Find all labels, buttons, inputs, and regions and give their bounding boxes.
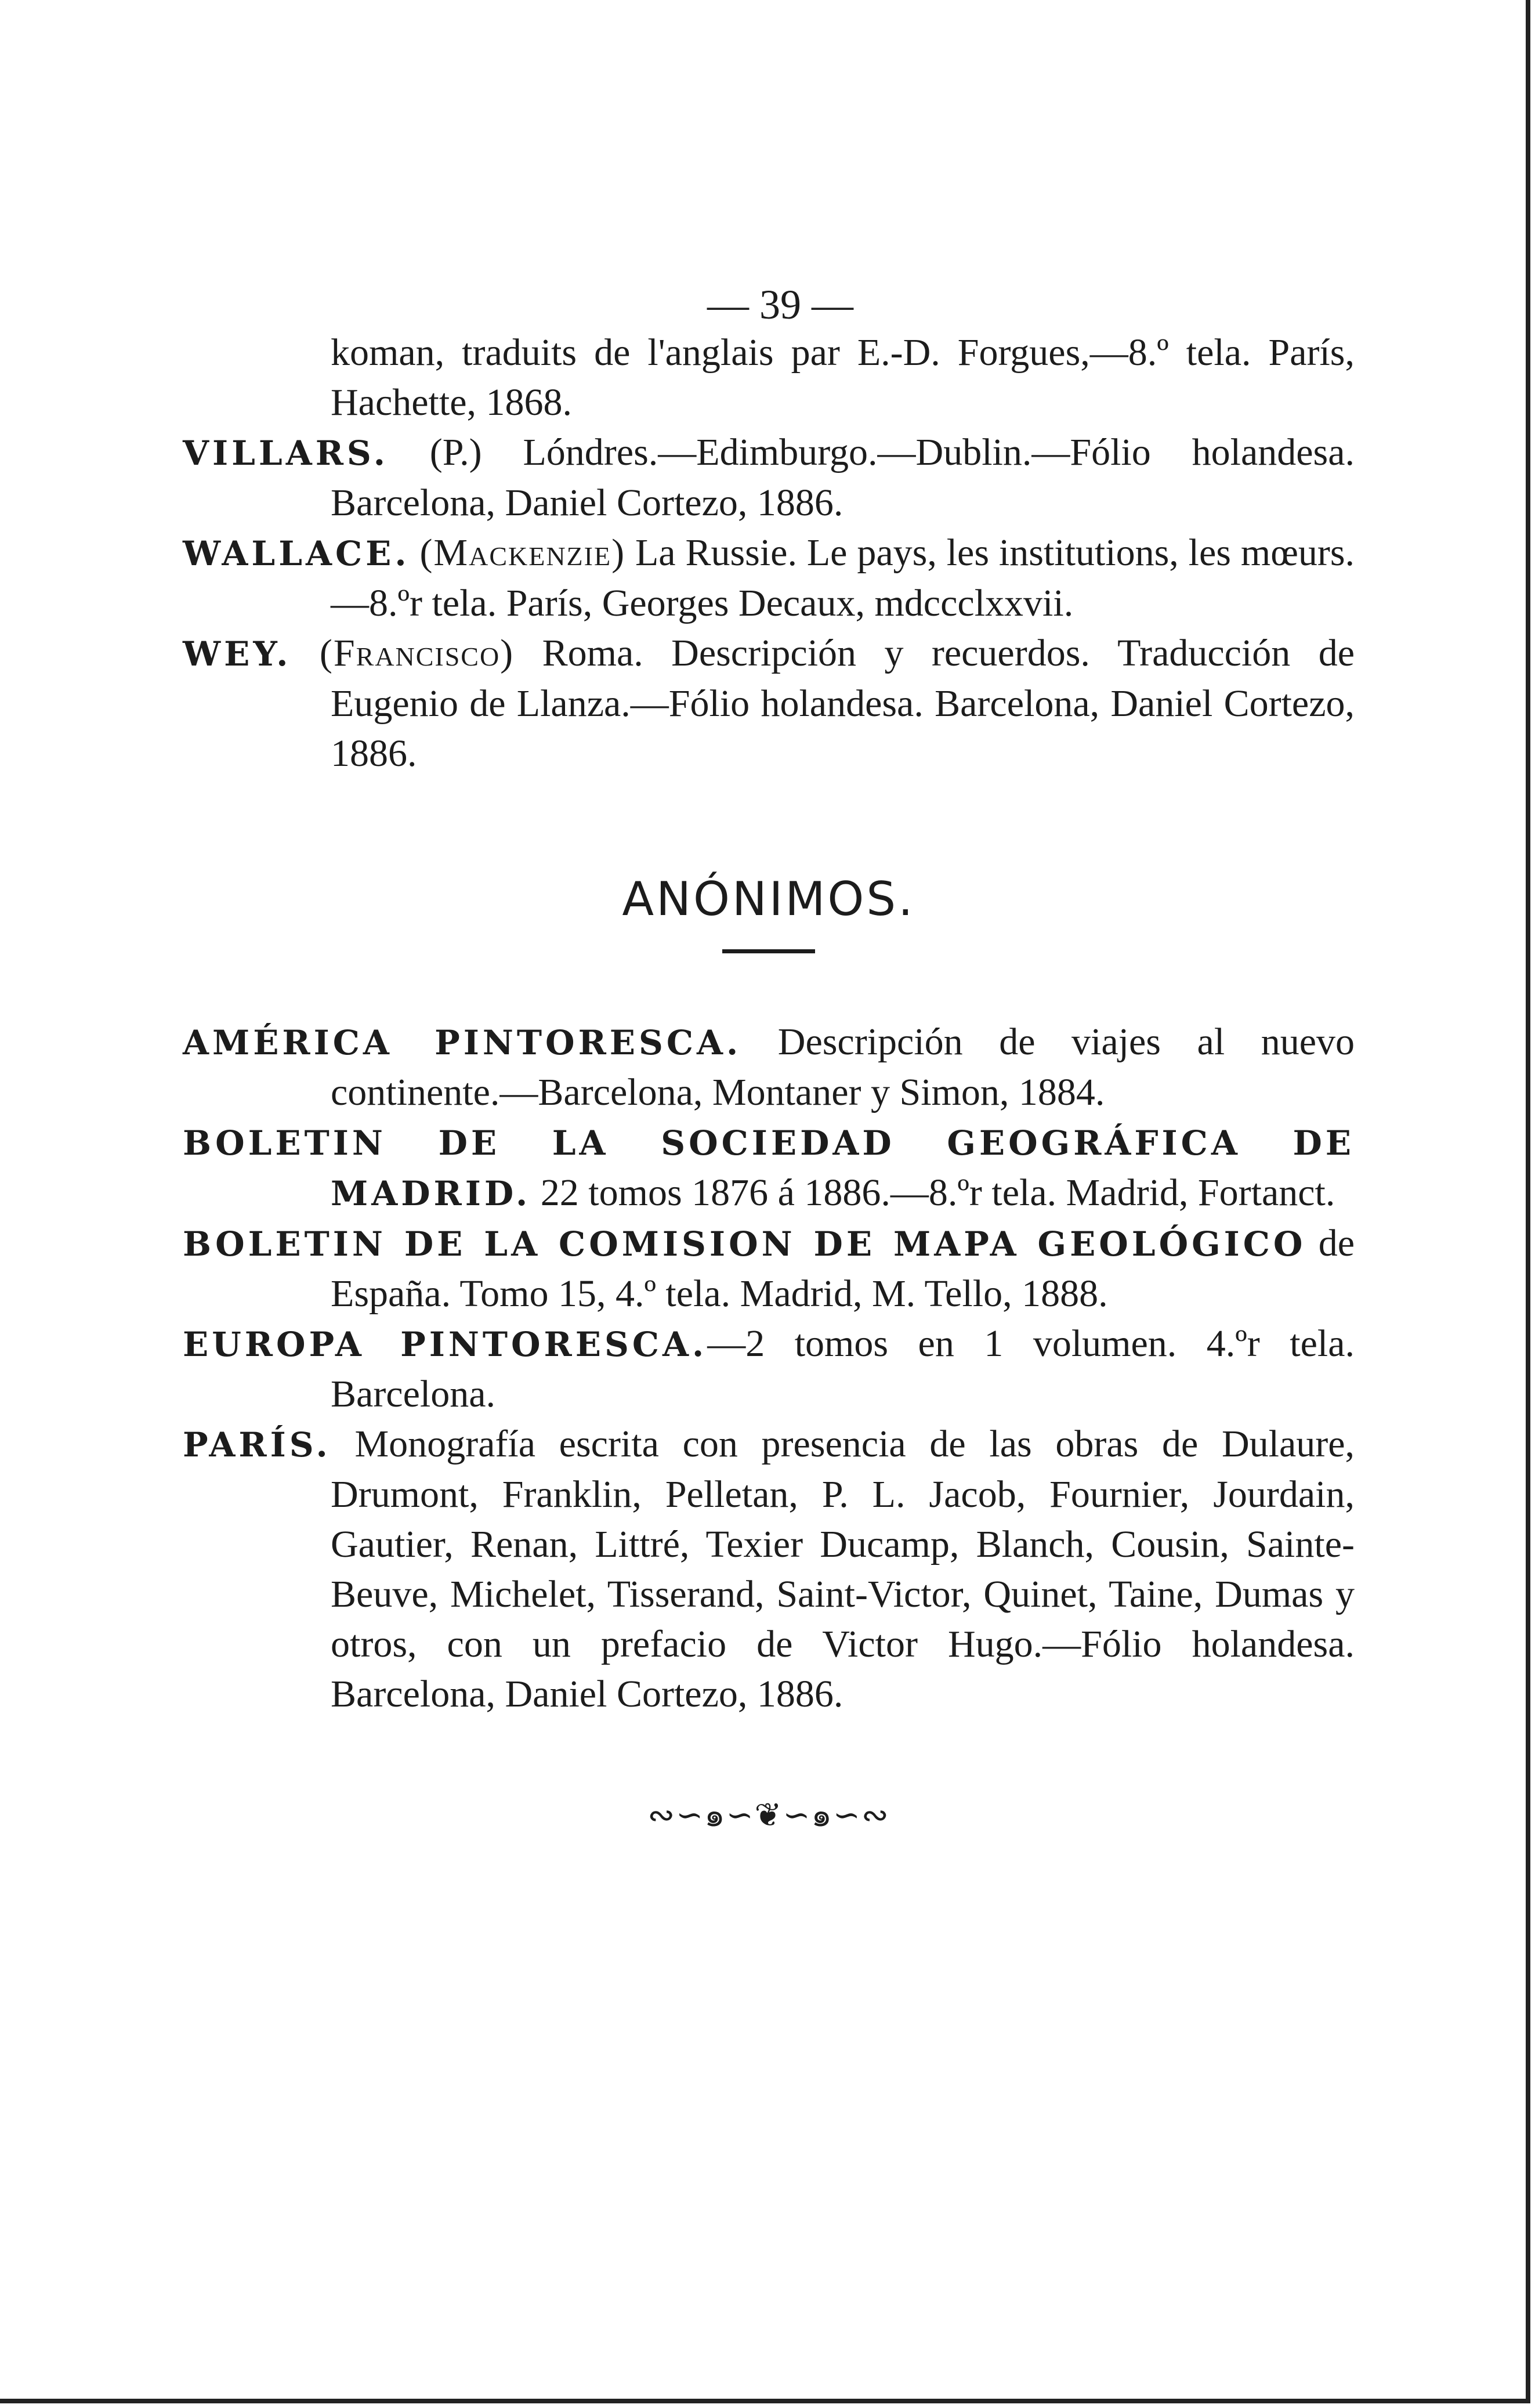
entry-heading: BOLETIN DE LA COMISION DE MAPA GEOLÓGICO xyxy=(183,1224,1306,1264)
entry-heading: AMÉRICA PINTORESCA. xyxy=(183,1023,742,1062)
continuation-text: koman, traduits de l'anglais par E.-D. Forgues,—8.º tela. París, Hachette, 1868. xyxy=(331,331,1355,424)
entry-text: La Russie. Le pays, les institutions, les mœurs.—8.ºr tela. París, Georges Decaux, mdccclxxvii. xyxy=(331,532,1355,624)
entry-heading: PARÍS. xyxy=(183,1425,331,1465)
bibliography-entry-america xyxy=(183,1017,1355,1118)
entry-text: —2 tomos en 1 volumen. 4.ºr tela. Barcelona. xyxy=(331,1322,1355,1415)
entry-text: de España. Tomo 15, 4.º tela. Madrid, M. Tello, 1888. xyxy=(331,1222,1355,1315)
page-number: — 39 — xyxy=(707,281,853,328)
entry-heading: BOLETIN DE LA SOCIEDAD GEOGRÁFICA DE MADRID. xyxy=(183,1123,1355,1213)
entry-heading: WEY. xyxy=(183,634,292,674)
bibliography-entry-wey xyxy=(183,628,1355,779)
bibliography-entry-villars xyxy=(183,428,1355,528)
entry-text: Descripción de viajes al nuevo continente.—Barcelona, Montaner y Simon, 1884. xyxy=(331,1021,1355,1113)
bibliography-entry-wallace xyxy=(183,528,1355,628)
section-rule xyxy=(722,949,815,953)
bibliography-entry-boletin-comision xyxy=(183,1219,1355,1319)
ornament-divider-icon: ∾∽๑∽❦∽๑∽∾ xyxy=(647,1798,890,1834)
entry-author: (Francisco) xyxy=(319,632,515,674)
entry-heading: VILLARS. xyxy=(183,433,389,473)
bibliography-entry-paris xyxy=(183,1419,1355,1719)
entry-text: Monografía escrita con presencia de las obras de Dulaure, Drumont, Franklin, Pelletan, P. L. Jacob, Fournier, Jourdain, Gautier, Renan, Littré, Texier Ducamp, Blanch, Cousin, Sainte-Beuve, Michelet, Tisserand, Saint-Victor, Quinet, Taine, Dumas y otros, con un prefacio de Victor Hugo.—Fólio holandesa. Barcelona, Daniel Cortezo, 1886. xyxy=(331,1423,1355,1715)
entry-text: 22 tomos 1876 á 1886.—8.ºr tela. Madrid, Fortanct. xyxy=(540,1172,1335,1214)
bibliography-entry-europa xyxy=(183,1319,1355,1419)
entry-heading: EUROPA PINTORESCA. xyxy=(183,1325,708,1364)
entry-text: Roma. Descripción y recuerdos. Traducción de Eugenio de Llanza.—Fólio holandesa. Barcelona, Daniel Cortezo, 1886. xyxy=(331,632,1355,775)
section-title: ANÓNIMOS. xyxy=(622,872,915,926)
entry-heading: WALLACE. xyxy=(183,534,410,573)
bibliography-entry-boletin-sociedad xyxy=(183,1118,1355,1219)
entry-text: (P.) Lóndres.—Edimburgo.—Dublin.—Fólio holandesa. Barcelona, Daniel Cortezo, 1886. xyxy=(331,431,1355,524)
entry-author: (Mackenzie) xyxy=(419,532,626,574)
page-content xyxy=(183,281,1355,1841)
